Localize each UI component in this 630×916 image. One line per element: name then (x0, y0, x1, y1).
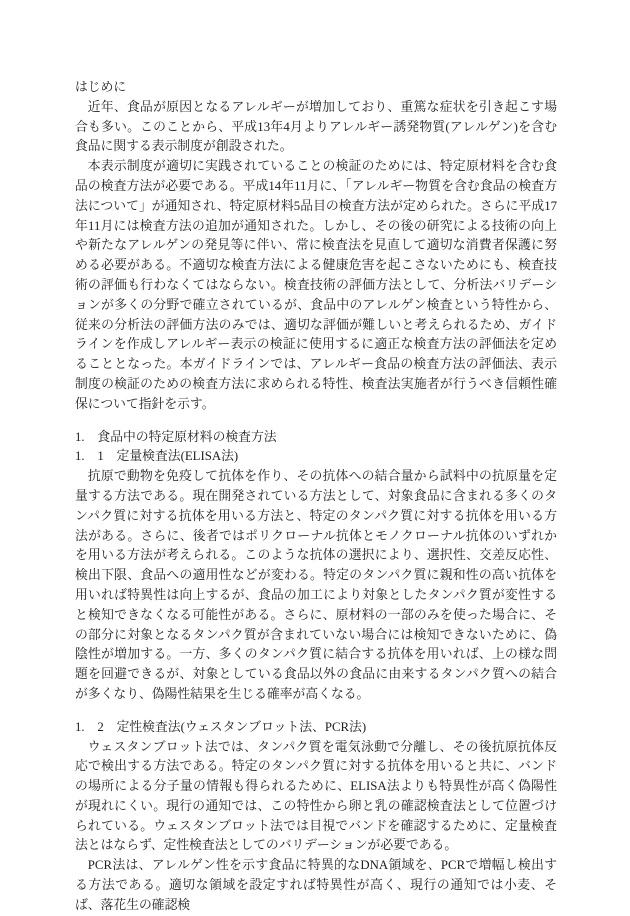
section-heading: 1. 食品中の特定原材料の検査方法 (75, 429, 277, 444)
section-heading: 1. 2 定性検査法(ウェスタンブロット法、PCR法) (75, 719, 367, 734)
paragraph-spacer (75, 415, 557, 428)
section-heading: はじめに (75, 80, 127, 94)
document-body (75, 78, 557, 916)
paragraph: PCR法は、アレルゲン性を示す食品に特異的なDNA領域を、PCRで増幅し検出する方法である。適切な領域を設定すれば特異性が高く、現行の通知では小麦、そば、落花生の確認検 (75, 858, 557, 912)
section-heading: 1. 1 定量検査法(ELISA法) (75, 449, 239, 464)
paragraph: 近年、食品が原因となるアレルギーが増加しており、重篤な症状を引き起こす場合も多い。このことから、平成13年4月よりアレルギー誘発物質(アレルゲン)を含む食品に関する表示制度が創設された。 (75, 99, 557, 154)
paragraph: 本表示制度が適切に実践されていることの検証のためには、特定原材料を含む食品の検査方法が必要である。平成14年11月に、「アレルギー物質を含む食品の検査方法について」が通知され、特定原材料5品目の検査方法が定められた。さらに平成17年11月には検査方法の追加が通知された。しかし、その後の研究による技術の向上や新たなアレルゲンの発見等に伴い、常に検査法を見直して適切な消費者保護に努める必要がある。不適切な検査方法による健康危害を起こさないためにも、検査技術の評価も行わなくてはならない。検査技術の評価方法として、分析法バリデーションが多くの分野で確立されているが、食品中のアレルゲン検査という特性から、従来の分析法の評価方法のみでは、適切な評価が難しいと考えられるため、ガイドラインを作成しアレルギー表示の検証に使用するに適正な検査方法の評価法を定めることとなった。本ガイドラインでは、アレルギー食品の検査方法の評価法、表示制度の検証のための検査方法に求められる特性、検査法実施者が行うべき信頼性確保について指針を示す。 (75, 159, 557, 411)
paragraph: 抗原で動物を免疫して抗体を作り、その抗体への結合量から試料中の抗原量を定量する方法である。現在開発されている方法として、対象食品に含まれる多くのタンパク質に対する抗体を用いる方法と、特定のタンパク質に対する抗体を用いる方法がある。さらに、後者ではポリクローナル抗体とモノクローナル抗体のいずれかを用いる方法が考えられる。このような抗体の選択により、選択性、交差反応性、検出下限、食品への適用性などが変わる。特定のタンパク質に親和性の高い抗体を用いれば特異性は向上するが、食品の加工により対象としたタンパク質が変性すると検知できなくなる可能性がある。さらに、原材料の一部のみを使った場合に、その部分に対象となるタンパク質が含まれていない場合には検知できないために、偽陰性が増加する。一方、多くのタンパク質に結合する抗体を用いれば、上の様な問題を回避できるが、対象としている食品以外の食品に由来するタンパク質への結合が多くなり、偽陽性結果を生じる確率が高くなる。 (75, 469, 557, 701)
paragraph: ウェスタンブロット法では、タンパク質を電気泳動で分離し、その後抗原抗体反応で検出する方法である。特定のタンパク質に対する抗体を用いると共に、バンドの場所による分子量の情報も得られるために、ELISA法よりも特異性が高く偽陽性が現れにくい。現行の通知では、この特性から卵と乳の確認検査法として位置づけられている。ウェスタンブロット法では目視でバンドを確認するために、定量検査法とはならず、定性検査法としてのバリデーションが必要である。 (75, 739, 557, 853)
paragraph-spacer (75, 705, 557, 718)
